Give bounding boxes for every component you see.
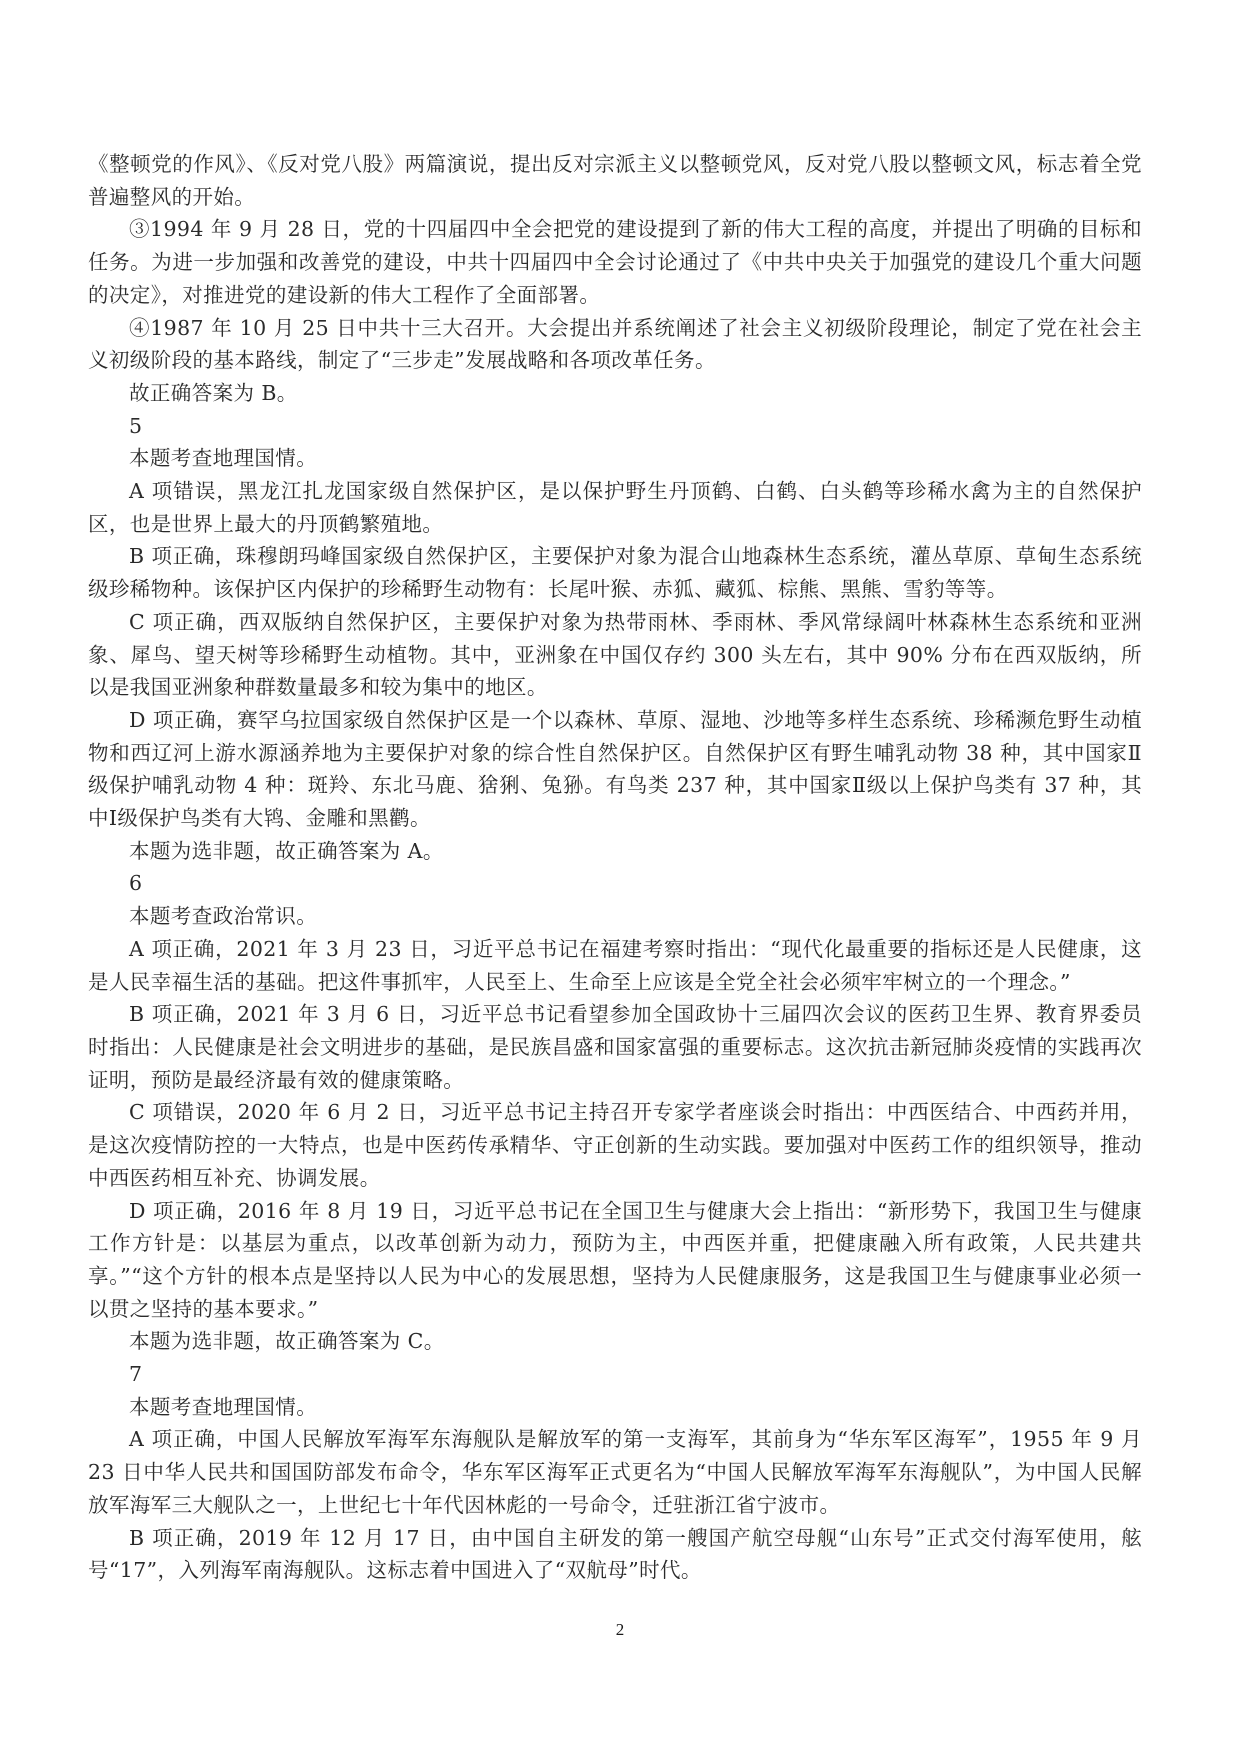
- topic-q6: 本题考查政治常识。: [129, 904, 318, 929]
- answer-q6: 本题为选非题，故正确答案为 C。: [129, 1329, 445, 1354]
- paragraph-item-3: ③1994 年 9 月 28 日，党的十四届四中全会把党的建设提到了新的伟大工程的高度，并提出了明确的目标和任务。为进一步加强和改善党的建设，中共十四届四中全会讨论通过了《中共中央关于加强党的建设几个重大问题的决定》，对推进党的建设新的伟大工程作了全面部署。: [88, 217, 1142, 307]
- q5-option-b: B 项正确，珠穆朗玛峰国家级自然保护区，主要保护对象为混合山地森林生态系统，灌丛草原、草甸生态系统级珍稀物种。该保护区内保护的珍稀野生动物有：长尾叶猴、赤狐、藏狐、棕熊、黑熊、雪豹等等。: [88, 544, 1142, 602]
- question-number-6: 6: [129, 871, 143, 896]
- topic-q7: 本题考查地理国情。: [129, 1394, 318, 1419]
- q7-option-b: B 项正确，2019 年 12 月 17 日，由中国自主研发的第一艘国产航空母舰“山东号”正式交付海军使用，舷号“17”，入列海军南海舰队。这标志着中国进入了“双航母”时代。: [88, 1525, 1142, 1583]
- question-number-7: 7: [129, 1362, 143, 1387]
- q6-option-d: D 项正确，2016 年 8 月 19 日，习近平总书记在全国卫生与健康大会上指出：“新形势下，我国卫生与健康工作方针是：以基层为重点，以改革创新为动力，预防为主，中西医并重，把健康融入所有政策，人民共建共享。”“这个方针的根本点是坚持以人民为中心的发展思想，坚持为人民健康服务，这是我国卫生与健康事业必须一以贯之坚持的基本要求。”: [88, 1198, 1142, 1321]
- answer-q4: 故正确答案为 B。: [129, 380, 298, 405]
- q6-option-a: A 项正确，2021 年 3 月 23 日，习近平总书记在福建考察时指出：“现代化最重要的指标还是人民健康，这是人民幸福生活的基础。把这件事抓牢，人民至上、生命至上应该是全党全社会必须牢牢树立的一个理念。”: [88, 936, 1142, 994]
- q7-option-a: A 项正确，中国人民解放军海军东海舰队是解放军的第一支海军，其前身为“华东军区海军”，1955 年 9 月 23 日中华人民共和国国防部发布命令，华东军区海军正式更名为“中国人民解放军海军东海舰队”，为中国人民解放军海军三大舰队之一，上世纪七十年代因林彪的一号命令，迁驻浙江省宁波市。: [88, 1427, 1142, 1517]
- q5-option-c: C 项正确，西双版纳自然保护区，主要保护对象为热带雨林、季雨林、季风常绿阔叶林森林生态系统和亚洲象、犀鸟、望天树等珍稀野生动植物。其中，亚洲象在中国仅存约 300 头左右，其中 90% 分布在西双版纳，所以是我国亚洲象种群数量最多和较为集中的地区。: [88, 609, 1142, 700]
- q6-option-b: B 项正确，2021 年 3 月 6 日，习近平总书记看望参加全国政协十三届四次会议的医药卫生界、教育界委员时指出：人民健康是社会文明进步的基础，是民族昌盛和国家富强的重要标志。这次抗击新冠肺炎疫情的实践再次证明，预防是最经济最有效的健康策略。: [88, 1002, 1142, 1092]
- document-body: [88, 148, 1142, 1587]
- paragraph-rectification-speeches: 《整顿党的作风》、《反对党八股》两篇演说，提出反对宗派主义以整顿党风，反对党八股以整顿文风，标志着全党普遍整风的开始。: [88, 152, 1142, 209]
- answer-q5: 本题为选非题，故正确答案为 A。: [129, 838, 444, 863]
- q6-option-c: C 项错误，2020 年 6 月 2 日，习近平总书记主持召开专家学者座谈会时指出：中西医结合、中西药并用，是这次疫情防控的一大特点，也是中医药传承精华、守正创新的生动实践。要加强对中医药工作的组织领导，推动中西医药相互补充、协调发展。: [88, 1100, 1142, 1190]
- question-number-5: 5: [129, 413, 143, 438]
- page-number: 2: [615, 1620, 625, 1639]
- q5-option-d: D 项正确，赛罕乌拉国家级自然保护区是一个以森林、草原、湿地、沙地等多样生态系统、珍稀濒危野生动植物和西辽河上游水源涵养地为主要保护对象的综合性自然保护区。自然保护区有野生哺乳动物 38 种，其中国家Ⅱ级保护哺乳动物 4 种：斑羚、东北马鹿、猞猁、兔狲。有鸟类 237 种，其中国家Ⅱ级以上保护鸟类有 37 种，其中Ⅰ级保护鸟类有大鸨、金雕和黑鹳。: [88, 707, 1142, 831]
- paragraph-item-4: ④1987 年 10 月 25 日中共十三大召开。大会提出并系统阐述了社会主义初级阶段理论，制定了党在社会主义初级阶段的基本路线，制定了“三步走”发展战略和各项改革任务。: [88, 315, 1142, 373]
- topic-q5: 本题考查地理国情。: [129, 446, 318, 471]
- q5-option-a: A 项错误，黑龙江扎龙国家级自然保护区，是以保护野生丹顶鹤、白鹤、白头鹤等珍稀水禽为主的自然保护区，也是世界上最大的丹顶鹤繁殖地。: [88, 479, 1142, 536]
